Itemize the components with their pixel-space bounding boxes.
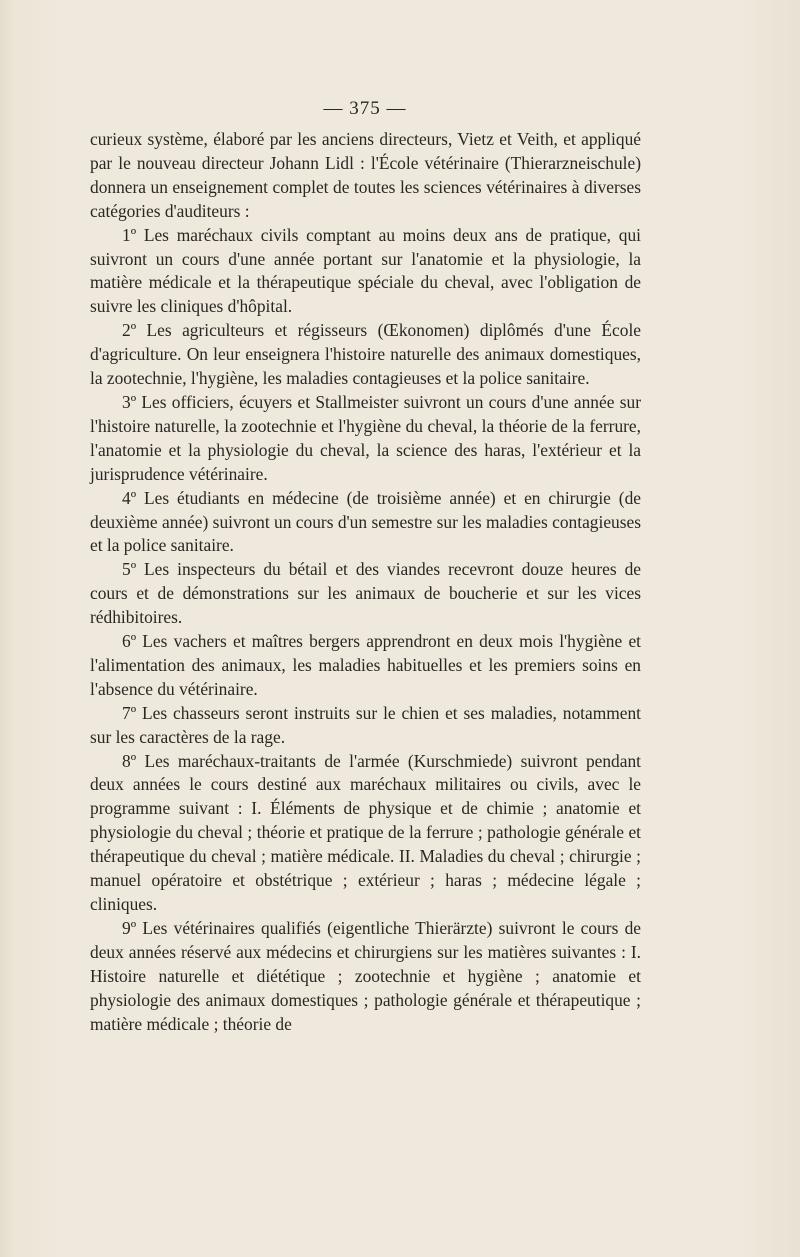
paragraph-item-5: 5º Les inspecteurs du bétail et des viandes recevront douze heures de cours et de démonstrations sur les animaux de boucherie et sur les vices rédhibitoires. xyxy=(90,559,641,628)
paragraph-item-2: 2º Les agriculteurs et régisseurs (Œkonomen) diplômés d'une École d'agriculture. On leur enseignera l'histoire naturelle des animaux domestiques, la zootechnie, l'hygiène, les maladies contagieuses et la police sanitaire. xyxy=(90,320,641,389)
paragraph-intro: curieux système, élaboré par les anciens directeurs, Vietz et Veith, et appliqué par le nouveau directeur Johann Lidl : l'École vétérinaire (Thierarzneischule) donnera un enseignement complet de toutes les sciences vétérinaires à diverses catégories d'auditeurs : xyxy=(90,129,641,221)
paragraph-item-8: 8º Les maréchaux-traitants de l'armée (Kurschmiede) suivront pendant deux années le cours destiné aux maréchaux militaires ou civils, avec le programme suivant : I. Éléments de physique et de chimie ; anatomie et physiologie du cheval ; théorie et pratique de la ferrure ; pathologie générale et thérapeutique du cheval ; matière médicale. II. Maladies du cheval ; chirurgie ; manuel opératoire et obstétrique ; extérieur ; haras ; médecine légale ; cliniques. xyxy=(90,750,641,914)
page-number: — 375 — xyxy=(323,98,407,119)
body-text xyxy=(90,128,641,1036)
paragraph-item-9: 9º Les vétérinaires qualifiés (eigentliche Thierärzte) suivront le cours de deux années réservé aux médecins et chirurgiens sur les matières suivantes : I. Histoire naturelle et diététique ; zootechnie et hygiène ; anatomie et physiologie des animaux domestiques ; pathologie générale et thérapeutique ; matière médicale ; théorie de xyxy=(90,917,641,1034)
paragraph-item-4: 4º Les étudiants en médecine (de troisième année) et en chirurgie (de deuxième année) suivront un cours d'un semestre sur les maladies contagieuses et la police sanitaire. xyxy=(90,487,641,556)
paragraph-item-1: 1º Les maréchaux civils comptant au moins deux ans de pratique, qui suivront un cours d'une année portant sur l'anatomie et la physiologie, la matière médicale et la thérapeutique spéciale du cheval, avec l'obligation de suivre les cliniques d'hôpital. xyxy=(90,224,641,317)
paragraph-item-6: 6º Les vachers et maîtres bergers apprendront en deux mois l'hygiène et l'alimentation des animaux, les maladies habituelles et les premiers soins en l'absence du vétérinaire. xyxy=(90,631,641,699)
paragraph-item-3: 3º Les officiers, écuyers et Stallmeister suivront un cours d'une année sur l'histoire naturelle, la zootechnie et l'hygiène du cheval, la théorie de la ferrure, l'anatomie et la physiologie du cheval, la science des haras, l'extérieur et la jurisprudence vétérinaire. xyxy=(90,391,641,484)
paragraph-item-7: 7º Les chasseurs seront instruits sur le chien et ses maladies, notamment sur les caractères de la rage. xyxy=(90,702,641,747)
